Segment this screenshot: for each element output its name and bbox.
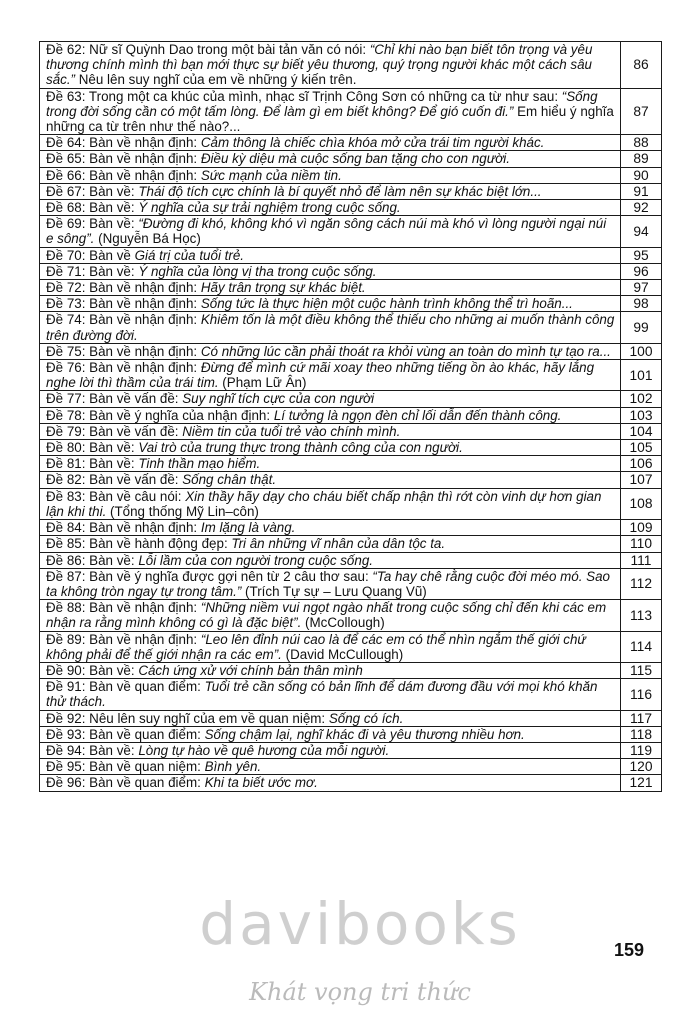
toc-entry: [40, 167, 621, 183]
toc-row: [40, 343, 662, 359]
toc-row: [40, 536, 662, 552]
toc-entry-quote: Sống có ích.: [328, 710, 404, 726]
toc-row: [40, 726, 662, 742]
toc-entry-intro: Đề 79: Bàn về vấn đề:: [46, 423, 183, 439]
toc-entry: [40, 710, 621, 726]
toc-entry-intro: Đề 88: Bàn về nhận định:: [46, 600, 201, 616]
toc-entry: [40, 775, 621, 791]
toc-entry: [40, 312, 621, 343]
toc-entry-quote: “Chỉ khi nào bạn biết tôn trọng và yêu thương chính mình thì bạn mới thực sự biết yêu thương, quý trọng người khác một cách sâu sắc.”: [46, 42, 593, 88]
toc-page-number: 91: [621, 183, 662, 199]
toc-entry-quote: Bình yên.: [204, 759, 262, 775]
toc-entry-suffix: (Trích Tự sự – Lưu Quang Vũ): [241, 583, 427, 599]
page-number: 159: [614, 940, 645, 960]
toc-entry-quote: “Leo lên đỉnh núi cao là để các em có thể nhìn ngắm thế giới chứ không phải để thế giới nhận ra các em”.: [46, 631, 586, 662]
toc-entry-quote: “Những niềm vui ngọt ngào nhất trong cuộc sống chỉ đến khi các em nhận ra rằng mình không có gì là đặc biệt”.: [46, 600, 607, 631]
toc-page-number: 110: [621, 536, 662, 552]
toc-page-number: 94: [621, 216, 662, 247]
toc-row: [40, 600, 662, 631]
toc-entry: [40, 488, 621, 519]
toc-entry: [40, 88, 621, 135]
toc-entry-intro: Đề 71: Bàn về:: [46, 263, 139, 279]
toc-entry-suffix: (Tổng thống Mỹ Lin–côn): [106, 503, 259, 519]
toc-entry-intro: Đề 90: Bàn về:: [46, 662, 139, 678]
toc-entry-quote: Sống chậm lại, nghĩ khác đi và yêu thương nhiều hơn.: [204, 726, 525, 742]
toc-row: [40, 440, 662, 456]
toc-page-number: 100: [621, 343, 662, 359]
toc-entry-intro: Đề 95: Bàn về quan niệm:: [46, 759, 205, 775]
toc-page-number: 120: [621, 759, 662, 775]
toc-entry: [40, 423, 621, 439]
toc-row: [40, 472, 662, 488]
toc-entry: [40, 440, 621, 456]
toc-entry-quote: Thái độ tích cực chính là bí quyết nhỏ để làm nên sự khác biệt lớn...: [138, 183, 542, 199]
table-of-contents: [39, 41, 662, 792]
toc-entry: [40, 679, 621, 710]
toc-row: [40, 742, 662, 758]
toc-entry-quote: Sức mạnh của niềm tin.: [200, 167, 342, 183]
toc-entry-quote: Cách ứng xử với chính bản thân mình: [138, 662, 363, 678]
toc-row: [40, 280, 662, 296]
toc-row: [40, 679, 662, 710]
toc-entry-quote: Tri ân những vĩ nhân của dân tộc ta.: [231, 536, 446, 552]
toc-entry: [40, 759, 621, 775]
toc-entry-intro: Đề 62: Nữ sĩ Quỳnh Dao trong một bài tản văn có nói:: [46, 42, 370, 57]
toc-page-number: 89: [621, 151, 662, 167]
toc-entry-quote: Khi ta biết ước mơ.: [204, 775, 318, 791]
toc-row: [40, 520, 662, 536]
toc-page-number: 113: [621, 600, 662, 631]
toc-entry-suffix: Em hiểu ý nghĩa những ca từ trên như thế nào?...: [46, 103, 614, 135]
toc-row: [40, 631, 662, 662]
toc-entry-intro: Đề 87: Bàn về ý nghĩa được gợi nên từ 2 câu thơ sau:: [46, 568, 373, 584]
toc-page-number: 106: [621, 456, 662, 472]
toc-entry-intro: Đề 69: Bàn về:: [46, 216, 139, 232]
toc-page-number: 105: [621, 440, 662, 456]
toc-row: [40, 183, 662, 199]
toc-entry-intro: Đề 65: Bàn về nhận định:: [46, 151, 201, 167]
toc-entry-quote: Ý nghĩa của lòng vị tha trong cuộc sống.: [138, 263, 377, 279]
toc-entry: [40, 391, 621, 407]
toc-entry: [40, 456, 621, 472]
toc-entry: [40, 263, 621, 279]
toc-page-number: 107: [621, 472, 662, 488]
toc-row: [40, 360, 662, 391]
toc-entry-intro: Đề 82: Bàn về vấn đề:: [46, 472, 183, 488]
toc-entry-quote: Tuổi trẻ cần sống có bản lĩnh để dám đương đầu với mọi khó khăn thử thách.: [46, 679, 598, 710]
toc-row: [40, 568, 662, 599]
toc-entry-intro: Đề 80: Bàn về:: [46, 440, 139, 456]
toc-row: [40, 312, 662, 343]
toc-entry-quote: Ý nghĩa của sự trải nghiệm trong cuộc sống.: [138, 200, 401, 216]
toc-body: [40, 42, 662, 792]
toc-row: [40, 135, 662, 151]
toc-entry-intro: Đề 92: Nêu lên suy nghĩ của em về quan niệm:: [46, 710, 329, 726]
toc-entry-suffix: Nêu lên suy nghĩ của em về những ý kiến trên.: [75, 72, 357, 88]
toc-entry-suffix: (McCollough): [301, 615, 385, 631]
toc-row: [40, 391, 662, 407]
toc-entry: [40, 726, 621, 742]
toc-page-number: 90: [621, 167, 662, 183]
toc-row: [40, 200, 662, 216]
toc-entry-quote: Giá trị của tuổi trẻ.: [134, 247, 244, 263]
toc-entry-intro: Đề 63: Trong một ca khúc của mình, nhạc sĩ Trịnh Công Sơn có những ca từ như sau:: [46, 88, 562, 104]
toc-entry-quote: Lòng tự hào về quê hương của mỗi người.: [138, 742, 390, 758]
toc-page-number: 114: [621, 631, 662, 662]
toc-entry-quote: Điều kỳ diệu mà cuộc sống ban tặng cho con người.: [200, 151, 510, 167]
toc-entry: [40, 568, 621, 599]
toc-entry-intro: Đề 74: Bàn về nhận định:: [46, 312, 201, 328]
toc-entry-intro: Đề 93: Bàn về quan điểm:: [46, 726, 205, 742]
toc-entry-intro: Đề 67: Bàn về:: [46, 183, 139, 199]
toc-entry-intro: Đề 70: Bàn về: [46, 247, 135, 263]
toc-page-number: 121: [621, 775, 662, 791]
toc-entry-quote: “Ta hay chê rằng cuộc đời méo mó. Sao ta không tròn ngay tự trong tâm.”: [46, 568, 611, 599]
toc-entry-intro: Đề 78: Bàn về ý nghĩa của nhận định:: [46, 407, 274, 423]
toc-entry-intro: Đề 72: Bàn về nhận định:: [46, 280, 201, 296]
toc-entry: [40, 600, 621, 631]
toc-entry-quote: Đừng để mình cứ mãi xoay theo những tiếng ồn ào khác, hãy lắng nghe lời thì thầm của trái tim.: [46, 360, 595, 391]
toc-row: [40, 263, 662, 279]
toc-row: [40, 167, 662, 183]
toc-row: [40, 407, 662, 423]
toc-entry: [40, 536, 621, 552]
toc-entry-intro: Đề 83: Bàn về câu nói:: [46, 488, 186, 504]
toc-page-number: 99: [621, 312, 662, 343]
toc-entry-intro: Đề 81: Bàn về:: [46, 456, 139, 472]
toc-row: [40, 247, 662, 263]
toc-entry-intro: Đề 96: Bàn về quan điểm:: [46, 775, 205, 791]
toc-page-number: 86: [621, 42, 662, 89]
toc-entry-suffix: (Phạm Lữ Ân): [218, 375, 307, 391]
watermark-tagline: Khát vọng tri thức: [249, 978, 471, 1006]
toc-entry-quote: Niềm tin của tuổi trẻ vào chính mình.: [182, 423, 401, 439]
toc-entry: [40, 472, 621, 488]
toc-page-number: 118: [621, 726, 662, 742]
toc-row: [40, 88, 662, 135]
toc-entry-suffix: (Nguyễn Bá Học): [94, 231, 201, 247]
toc-row: [40, 151, 662, 167]
toc-page-number: 102: [621, 391, 662, 407]
toc-entry: [40, 360, 621, 391]
toc-entry: [40, 631, 621, 662]
toc-entry-suffix: (David McCullough): [281, 646, 404, 662]
toc-page-number: 115: [621, 662, 662, 678]
toc-entry-intro: Đề 66: Bàn về nhận định:: [46, 167, 201, 183]
toc-entry-quote: Hãy trân trọng sự khác biệt.: [200, 280, 366, 296]
toc-entry: [40, 247, 621, 263]
toc-entry-quote: Tinh thần mạo hiểm.: [138, 456, 261, 472]
toc-page-number: 95: [621, 247, 662, 263]
toc-page-number: 112: [621, 568, 662, 599]
toc-page-number: 98: [621, 296, 662, 312]
toc-entry-quote: Khiêm tốn là một điều không thể thiếu cho những ai muốn thành công trên đường đời.: [46, 312, 615, 343]
toc-row: [40, 662, 662, 678]
toc-entry-quote: Vai trò của trung thực trong thành công của con người.: [138, 440, 463, 456]
toc-entry: [40, 280, 621, 296]
toc-page-number: 104: [621, 423, 662, 439]
toc-entry: [40, 216, 621, 247]
toc-entry: [40, 520, 621, 536]
toc-row: [40, 710, 662, 726]
toc-page-number: 97: [621, 280, 662, 296]
toc-entry-quote: Sống chân thật.: [182, 472, 277, 488]
toc-row: [40, 423, 662, 439]
toc-entry-quote: Cảm thông là chiếc chìa khóa mở cửa trái tim người khác.: [200, 135, 545, 151]
toc-page-number: 111: [621, 552, 662, 568]
toc-entry: [40, 662, 621, 678]
toc-page-number: 108: [621, 488, 662, 519]
watermark-logo: davibooks: [199, 890, 521, 958]
toc-entry-quote: Suy nghĩ tích cực của con người: [182, 391, 375, 407]
toc-entry-intro: Đề 75: Bàn về nhận định:: [46, 343, 201, 359]
toc-entry-quote: “Đường đi khó, không khó vì ngăn sông cách núi mà khó vì lòng người ngại núi e sông”.: [46, 216, 607, 247]
toc-entry-intro: Đề 85: Bàn về hành động đẹp:: [46, 536, 232, 552]
toc-entry: [40, 742, 621, 758]
toc-row: [40, 216, 662, 247]
toc-entry: [40, 552, 621, 568]
toc-entry: [40, 343, 621, 359]
toc-entry: [40, 296, 621, 312]
toc-page-number: 116: [621, 679, 662, 710]
toc-page-number: 103: [621, 407, 662, 423]
toc-row: [40, 296, 662, 312]
toc-entry-intro: Đề 84: Bàn về nhận định:: [46, 520, 201, 536]
toc-page-number: 117: [621, 710, 662, 726]
toc-row: [40, 552, 662, 568]
toc-page-number: 101: [621, 360, 662, 391]
toc-page-number: 92: [621, 200, 662, 216]
toc-entry-intro: Đề 73: Bàn về nhận định:: [46, 296, 201, 312]
toc-row: [40, 488, 662, 519]
toc-entry-intro: Đề 94: Bàn về:: [46, 742, 139, 758]
toc-entry-quote: Lí tưởng là ngọn đèn chỉ lối dẫn đến thành công.: [273, 407, 562, 423]
toc-entry-intro: Đề 86: Bàn về:: [46, 552, 139, 568]
toc-entry-quote: “Sống trong đời sống cần có một tấm lòng. Để làm gì em biết không? Để gió cuốn đi.”: [46, 88, 598, 119]
toc-entry-intro: Đề 64: Bàn về nhận định:: [46, 135, 201, 151]
toc-page-number: 88: [621, 135, 662, 151]
toc-entry-quote: Có những lúc cần phải thoát ra khỏi vùng an toàn do mình tự tạo ra...: [200, 343, 611, 359]
toc-row: [40, 42, 662, 89]
toc-row: [40, 759, 662, 775]
toc-entry-intro: Đề 89: Bàn về nhận định:: [46, 631, 201, 647]
toc-entry-quote: Sống tức là thực hiện một cuộc hành trình không thể trì hoãn...: [200, 296, 573, 312]
toc-entry: [40, 407, 621, 423]
toc-row: [40, 775, 662, 791]
toc-page-number: 96: [621, 263, 662, 279]
toc-entry-quote: Lỗi lầm của con người trong cuộc sống.: [138, 552, 373, 568]
toc-entry-intro: Đề 68: Bàn về:: [46, 200, 139, 216]
toc-entry: [40, 200, 621, 216]
toc-entry: [40, 183, 621, 199]
toc-page-number: 87: [621, 88, 662, 135]
toc-entry: [40, 42, 621, 89]
toc-page-number: 109: [621, 520, 662, 536]
toc-entry-intro: Đề 77: Bàn về vấn đề:: [46, 391, 183, 407]
toc-entry-intro: Đề 76: Bàn về nhận định:: [46, 360, 201, 376]
toc-page-number: 119: [621, 742, 662, 758]
toc-entry-quote: Xin thầy hãy dạy cho cháu biết chấp nhận thì rớt còn vinh dự hơn gian lận khi thi.: [46, 488, 602, 519]
toc-entry-quote: Im lặng là vàng.: [200, 520, 296, 536]
toc-entry: [40, 151, 621, 167]
toc-entry: [40, 135, 621, 151]
toc-row: [40, 456, 662, 472]
toc-entry-intro: Đề 91: Bàn về quan điểm:: [46, 679, 205, 695]
